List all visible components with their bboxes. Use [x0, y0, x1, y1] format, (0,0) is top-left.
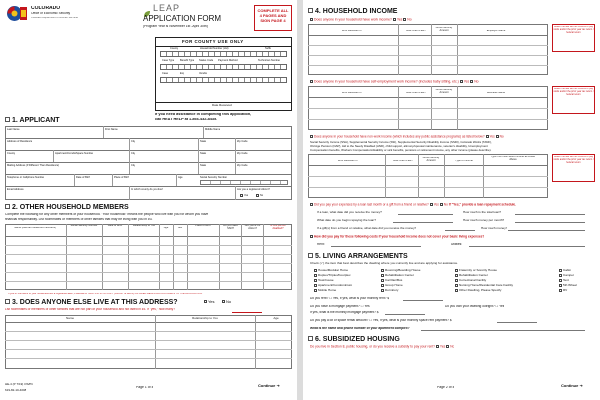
field-mailing-state[interactable]: State	[200, 164, 207, 167]
dwelling-option[interactable]: Dormitory	[381, 288, 453, 293]
agency-name: COLORADO	[31, 6, 61, 11]
space-rent-question[interactable]: Do you pay a lot or space rental amount? ☐ Yes, If yes, what is your monthly space rent payment? $	[310, 319, 452, 322]
rent-question[interactable]: Do you rent? ☐ Yes, If yes, what is your monthly rent? $	[310, 297, 390, 300]
help-line-1: If you need assistance in completing this application,	[155, 113, 252, 116]
field-county[interactable]: County	[7, 152, 16, 155]
dwelling-option[interactable]: Townhouse	[314, 278, 384, 283]
col-member-relationship: Relationship to You	[132, 225, 156, 227]
leap-logo	[143, 5, 151, 13]
dwelling-option[interactable]: Car/Van/Bus	[381, 278, 453, 283]
agency-office: Office of Economic Security	[31, 12, 71, 15]
colorado-logo-icon	[6, 5, 28, 22]
form-code: 619-82-10-4008	[5, 389, 27, 392]
loan-repay-date[interactable]: What date do you begin repaying the loan?	[317, 219, 376, 222]
section-1-title: 1. APPLICANT	[5, 117, 60, 124]
dwelling-option[interactable]: Nursing Home/Residential Care Facility	[455, 283, 545, 288]
field-place-of-birth[interactable]: Place of Birth	[114, 176, 130, 179]
col-work-how-often: How Often Paid?	[406, 30, 426, 32]
dwelling-option[interactable]: Cabin	[559, 268, 595, 273]
dwelling-option[interactable]: Apartment/Condominium	[314, 283, 384, 288]
dwelling-option[interactable]: House/Modular Home	[314, 268, 384, 273]
dwelling-col-2	[381, 268, 453, 293]
field-age[interactable]: Age	[178, 176, 183, 179]
field-last-name[interactable]: Last Name	[7, 128, 20, 131]
county-field-payment-method: Payment Method	[218, 59, 238, 62]
col-member-name: Name (Last all household members)	[14, 227, 56, 229]
self-employment-question: Does anyone in your household have self-employment work income? (includes baby sitting, etc.) Yes No	[310, 80, 479, 84]
mortgage-amount[interactable]: If yes, what is the monthly mortgage payment? $	[310, 311, 379, 314]
continue-label-2: Continue ➜	[561, 384, 583, 388]
gift-amount[interactable]: How much money?	[481, 227, 508, 230]
col-member-disabled: Is this person disabled?	[270, 225, 286, 230]
col-member-sex: Sex	[177, 227, 183, 229]
col-work-who: Who Receives It?	[341, 30, 363, 32]
section-3-instructions: List roommates or members of other families that are not part of your household and not listed in #3. If "yes," how many?	[5, 308, 176, 311]
citizen-yes-checkbox[interactable]: Yes	[240, 194, 248, 197]
dwelling-option[interactable]: 5th Wheel	[559, 283, 595, 288]
col-nonwork-how-often: How Often Paid?	[393, 160, 413, 162]
col-self-gross: Gross Monthly Amount	[435, 89, 453, 94]
field-residence-zip[interactable]: Zip Code	[237, 140, 248, 143]
dwelling-option[interactable]: Correctional Facility	[455, 278, 545, 283]
county-field-suffix: Suffix	[265, 47, 272, 50]
col-member-age: Age	[163, 227, 169, 229]
dwelling-option[interactable]: Rehabilitation Center	[455, 273, 545, 278]
form-page-1	[0, 0, 297, 400]
col-resident-name: Name	[65, 317, 74, 320]
field-county-live[interactable]: In which county do you live?	[131, 188, 164, 191]
county-field-benefit-type: Benefit Type	[180, 59, 195, 62]
s3-no-checkbox[interactable]: No	[222, 300, 231, 304]
form-title: APPLICATION FORM	[143, 15, 222, 23]
dwelling-option[interactable]: Fraternity or Sorority House	[455, 268, 545, 273]
section-6-title: 6. SUBSIDIZED HOUSING	[308, 336, 400, 343]
non-work-income-desc-3: Compensation benefits, Workers Compensation/disability or sick benefits, pensions or retirement income, any other income (please describe).	[310, 149, 492, 152]
col-nonwork-gross: Gross Monthly Amount	[422, 157, 440, 162]
county-field-county: County	[170, 47, 179, 50]
col-work-gross: Gross Monthly Amount	[435, 27, 453, 32]
county-field-vendor: Vendor	[199, 72, 208, 75]
section-2-title: 2. OTHER HOUSEHOLD MEMBERS	[5, 204, 129, 211]
col-work-employer: Employer Name	[486, 30, 506, 32]
subsidized-housing-question: Do you live in Section 8, public housing, or do you receive a subsidy to pay your rent? Yes No	[310, 345, 455, 349]
other-residents-table	[5, 315, 292, 369]
county-digit-boxes-3[interactable]	[160, 77, 287, 83]
field-first-name[interactable]: First Name	[105, 128, 118, 131]
col-nonwork-type: Type of Income	[455, 160, 473, 162]
field-residence-state[interactable]: State	[200, 140, 207, 143]
dwelling-option[interactable]: Rehabilitation Center	[381, 273, 453, 278]
county-field-case: Case	[162, 72, 169, 75]
county-use-title: FOR COUNTY USE ONLY	[182, 40, 244, 44]
program-year: (Program Year is November 1st -April 30th)	[143, 25, 208, 28]
field-phone[interactable]: Telephone or Cellphone Number	[7, 176, 45, 179]
utilities-field[interactable]: Utilities:	[451, 243, 463, 246]
dwelling-col-1	[314, 268, 384, 293]
field-residence-address[interactable]: Address of Residence	[7, 140, 33, 143]
dwelling-col-3	[455, 268, 545, 293]
section-2-intro-1: Complete the following for any other members of your household. "Your household" means the people who live with you for whom you have	[5, 213, 209, 216]
work-income-attach-text: Attach the last two full months of pay stubs and/or the prior year tax return / federal return	[553, 26, 594, 34]
gift-receive-date[interactable]: If a gift(s) from a friend or relative, what date did you receive the money?	[317, 227, 417, 230]
dwelling-option[interactable]: Camper	[559, 273, 595, 278]
col-member-place-of-birth: Place of Birth	[195, 225, 211, 227]
county-field-exp: Exp	[180, 72, 185, 75]
loan-question: Did you pay your expenses by a loan last month or a gift from a friend or relative? Yes No If "Yes," provide a loan repayment schedule.	[310, 203, 595, 207]
dwelling-option[interactable]: Duplex/Triplex/Fourplex	[314, 273, 384, 278]
form-page-2	[303, 0, 600, 400]
loan-total[interactable]: How much is the total loan?	[463, 211, 502, 214]
basic-costs-question: How did you pay for these following costs if your household income does not cover your basic living expenses?	[310, 235, 484, 239]
alien-registration-note: If you or members of your household are a registered alien, PLEASE ATTACH A PHOTO COPY (FRONT & BACK) OF ALIEN REGISTRATION CARDS TO THE APPLICATION.	[8, 293, 203, 295]
col-resident-age: Age	[273, 317, 279, 320]
field-email[interactable]: Email Address	[7, 188, 24, 191]
work-income-question: Does anyone in your household have work income? Yes No	[310, 18, 412, 22]
form-number: HE-4 (P 7/19) OS/PC	[5, 383, 34, 386]
col-nonwork-who: Who Receives It?	[337, 160, 359, 162]
field-middle-name[interactable]: Middle Name	[205, 128, 221, 131]
dwelling-option[interactable]: Mobile Home	[314, 288, 384, 293]
dwelling-option[interactable]: Other Dwelling, Please Specify	[455, 288, 545, 293]
field-county-state[interactable]: State	[200, 152, 207, 155]
county-date-received: Date Received	[212, 104, 232, 107]
leap-brand: LEAP	[153, 4, 181, 13]
mortgage-question[interactable]: Do you have a mortgage payment? ☐ Yes	[310, 305, 370, 308]
page-number-2: Page 2 of 4	[437, 386, 455, 389]
continue-label-1: Continue ➜	[258, 384, 280, 388]
county-field-case-type: Case Type	[162, 59, 175, 62]
county-digit-boxes-1[interactable]	[160, 51, 287, 57]
dwelling-option[interactable]: Group Home	[381, 283, 453, 288]
help-line-2: call HEAT HELP at 1-866-432-8435.	[155, 118, 218, 121]
loan-receive-date[interactable]: If a loan, what date did you receive the money?	[317, 211, 382, 214]
col-resident-relationship: Relationship to You	[192, 317, 218, 320]
col-member-dob: Date of Birth	[107, 225, 123, 227]
arrow-right-icon: ➜	[579, 384, 583, 388]
col-nonwork-type-listed: Type from Non-Work Income as Listed Above	[490, 156, 536, 161]
dwelling-option[interactable]: RV	[559, 288, 595, 293]
section-4-title: 4. HOUSEHOLD INCOME	[308, 8, 397, 15]
county-field-hh: Household Number (HH)	[200, 47, 229, 50]
col-member-has-ssn: Do you have SSN?	[223, 225, 238, 230]
dwelling-col-4	[559, 268, 595, 293]
apartment-complex-question[interactable]: What is the name and phone number of your apartment complex?	[310, 327, 410, 330]
non-work-income-question: Does anyone in your household have non-work income (which includes any public assistance programs) as listed below? Yes No	[310, 135, 595, 139]
field-date-of-birth[interactable]: Date of Birth	[76, 176, 91, 179]
field-mailing-city[interactable]: City	[131, 164, 136, 167]
own-outright-question[interactable]: Do you own your dwelling outright? ☐ Yes	[445, 305, 505, 308]
field-residence-city[interactable]: City	[131, 140, 136, 143]
rent-field[interactable]: Rent:	[317, 243, 325, 246]
agency-department: Colorado Department of Human Services	[31, 17, 79, 19]
col-self-who: Who Receives It?	[341, 92, 363, 94]
col-member-us-citizen: Are you a US citizen?	[244, 225, 261, 230]
page-number-1: Page 1 of 4	[136, 386, 154, 389]
s3-yes-checkbox[interactable]: Yes	[204, 300, 215, 304]
county-field-status-code: Status Code	[199, 59, 214, 62]
dwelling-option[interactable]: Tent	[559, 278, 595, 283]
ssn-digit-boxes[interactable]	[200, 180, 288, 185]
non-work-income-desc-1: Social Security Income (SSA), Supplemental Security Income (SSI), Supplemental Security Disability Income (SSDI), Colorado Works (TANF),	[310, 141, 492, 144]
county-field-technician: Technician Number	[258, 59, 281, 62]
field-ssn[interactable]: Social Security Number	[200, 176, 228, 179]
field-apartment-number[interactable]: Apartment/Condo/Space Number	[55, 152, 94, 155]
field-mailing-zip[interactable]: Zip Code	[237, 164, 248, 167]
non-work-attach-text: Attach the last two full months of pay stubs and/or the prior year tax return / federal return	[553, 156, 594, 164]
col-self-business: Business Name	[486, 92, 506, 94]
field-registered-citizen: Are you a registered citizen?	[237, 188, 270, 191]
field-county-city[interactable]: City	[131, 152, 136, 155]
field-mailing-address[interactable]: Mailing Address (If Different Than Residence)	[7, 164, 60, 167]
col-member-ssn: Social Security Number	[70, 225, 98, 227]
self-employment-attach-text: Attach the last two full months of pay stubs and/or the prior year tax return / federal return	[553, 88, 594, 96]
arrow-right-icon: ➜	[276, 384, 280, 388]
citizen-no-checkbox[interactable]: No	[256, 194, 263, 197]
section-5-title: 5. LIVING ARRANGEMENTS	[308, 253, 408, 260]
colorado-logo	[6, 5, 28, 22]
county-digit-boxes-2[interactable]	[160, 64, 287, 70]
section-5-intro: Check (✓) the item that best describes the dwelling where you currently live and are applying for assistance.	[310, 262, 459, 265]
loan-monthly[interactable]: How much money per month?	[463, 219, 505, 222]
col-self-how-often: How Often Paid?	[406, 92, 426, 94]
section-3-title: 3. DOES ANYONE ELSE LIVE AT THIS ADDRESS?	[5, 299, 178, 306]
non-work-income-desc-2: Old Age Pension (OAP), Aid to the Needy Disabled (AND), child support, alimony/spousal maintenance, veteran's disability, Unemployment	[310, 145, 488, 148]
section-2-intro-2: financial responsibility. List roommates or members of other families that may be living with you in #3.	[5, 218, 153, 221]
field-county-zip[interactable]: Zip Code	[237, 152, 248, 155]
dwelling-option[interactable]: Rooming/Boarding House	[381, 268, 453, 273]
complete-all-pages-text: COMPLETE ALL 4 PAGES AND SIGN PAGE 4	[257, 9, 289, 23]
